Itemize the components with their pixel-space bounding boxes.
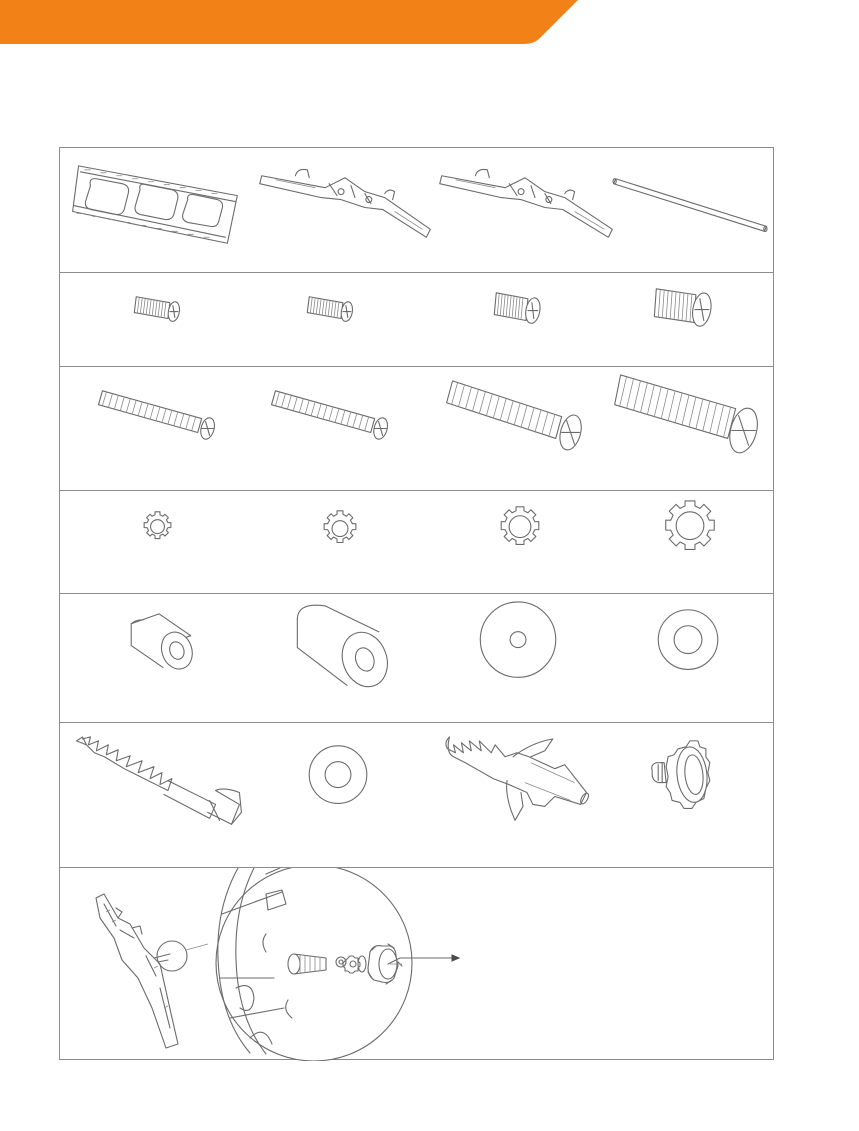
header-banner <box>0 0 580 44</box>
parts-row-7 <box>60 868 773 1061</box>
lock-washer-icon <box>485 491 555 593</box>
parts-row-3 <box>60 367 773 491</box>
wall-plate-icon <box>60 148 240 272</box>
large-spacer-icon <box>285 594 395 722</box>
lock-washer-icon <box>310 491 370 593</box>
long-screw-icon <box>263 367 403 490</box>
long-screw-icon <box>90 367 230 490</box>
short-screw-icon <box>490 273 550 366</box>
rod-icon <box>610 148 775 272</box>
lock-washer-icon <box>650 491 730 593</box>
lock-washer-icon <box>130 491 185 593</box>
mounting-arm-icon <box>435 148 625 272</box>
large-washer-icon <box>475 594 565 722</box>
lag-bolt-icon <box>68 723 248 867</box>
knob-icon <box>640 723 730 867</box>
mounting-arm-icon <box>255 148 440 272</box>
assembly-diagram-icon <box>60 868 460 1061</box>
small-spacer-icon <box>115 594 205 722</box>
long-screw-icon <box>610 367 775 490</box>
parts-row-5 <box>60 594 773 723</box>
wall-anchor-icon <box>435 723 605 867</box>
parts-row-4 <box>60 491 773 594</box>
short-screw-icon <box>650 273 720 366</box>
parts-sheet <box>59 147 774 1060</box>
flat-washer-icon <box>300 723 380 867</box>
parts-row-6 <box>60 723 773 868</box>
flat-washer-icon <box>650 594 730 722</box>
short-screw-icon <box>130 273 190 366</box>
parts-row-2 <box>60 273 773 367</box>
long-screw-icon <box>440 367 600 490</box>
short-screw-icon <box>303 273 363 366</box>
parts-row-1 <box>60 148 773 273</box>
